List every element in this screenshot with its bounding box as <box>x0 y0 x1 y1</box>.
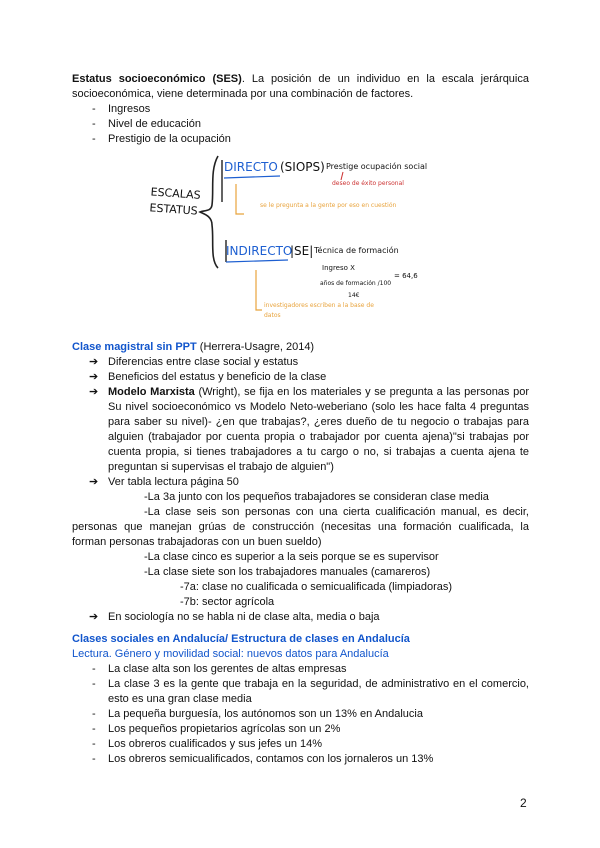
ingresos-label: Ingreso X <box>322 264 355 272</box>
list-item: Los obreros semicualificados, contamos con los jornaleros un 13% <box>108 753 434 765</box>
dash-bullet: - <box>92 738 96 750</box>
andalucia-heading: Clases sociales en Andalucía/ Estructura de clases en Andalucía <box>72 633 410 645</box>
direct-note-2: se le pregunta a la gente por eso en cuestión <box>260 202 397 209</box>
dash-bullet: - <box>92 103 96 115</box>
direct-label: DIRECTO <box>224 160 278 174</box>
list-item: Ingresos <box>108 103 151 115</box>
dash-bullet: - <box>92 118 96 130</box>
tabla-note-5: -7a: clase no cualificada o semicualificada (limpiadoras) <box>180 581 453 593</box>
direct-note-1: deseo de éxito personal <box>332 180 404 187</box>
list-item: Beneficios del estatus y beneficio de la clase <box>108 371 327 383</box>
list-item: En sociología no se habla ni de clase alta, media o baja <box>108 611 380 623</box>
tabla-note-2c: forman personas trabajadoras con un buen sueldo) <box>72 536 322 548</box>
indirect-note-2: datos <box>264 312 281 319</box>
arrow-bullet: ➔ <box>89 371 99 383</box>
list-item-continuation: esto es una gran clase media <box>108 693 252 705</box>
clase-heading-line: Clase magistral sin PPT (Herrera-Usagre, 2014) <box>72 341 315 353</box>
arrow-bullet: ➔ <box>89 386 99 398</box>
tabla-note-6: -7b: sector agrícola <box>180 596 275 608</box>
ses-term: Estatus socioeconómico (SES) <box>72 73 242 85</box>
tabla-note-2a: -La clase seis son personas con una cierta cualificación manual, es decir, <box>144 506 529 518</box>
list-item: La clase 3 es la gente que trabaja en la seguridad, de administrativo en el comercio, <box>108 678 529 690</box>
arrow-bullet: ➔ <box>89 356 99 368</box>
dash-bullet: - <box>92 723 96 735</box>
se-label: |SE| <box>290 244 314 258</box>
dash-bullet: - <box>92 753 96 765</box>
tabla-note-4: -La clase siete son los trabajadores manuales (camareros) <box>144 566 431 578</box>
marx-line-4: alguien (trabajador por cuenta propia o trabajador por cuenta ajena)"si trabajas por <box>108 431 529 443</box>
lectura-line: Lectura. Género y movilidad social: nuevos datos para Andalucía <box>72 648 389 660</box>
dash-bullet: - <box>92 678 96 690</box>
indirect-label: INDIRECTO <box>226 244 293 258</box>
intro-line-1: Estatus socioeconómico (SES). La posición de un individuo en la escala jerárquica <box>72 73 529 85</box>
arrow-bullet: ➔ <box>89 476 99 488</box>
scales-label: ESCALAS ESTATUS <box>149 185 202 218</box>
list-item: Prestigio de la ocupación <box>108 133 231 145</box>
tabla-note-3: -La clase cinco es superior a la seis porque se es supervisor <box>144 551 439 563</box>
marx-line-3: para saber su nivel)- ¿en que trabajas?, ¿eres dueño de tu negocio o trabajas para <box>108 416 529 428</box>
list-item: Diferencias entre clase social y estatus <box>108 356 299 368</box>
handwritten-sketch <box>140 150 450 330</box>
dash-bullet: - <box>92 708 96 720</box>
indirect-note-1: investigadores escriben a la base de <box>264 302 374 309</box>
list-item: La pequeña burguesía, los autónomos son un 13% en Andalucia <box>108 708 423 720</box>
list-item: Los obreros cualificados y sus jefes un 14% <box>108 738 323 750</box>
marx-term: Modelo Marxista <box>108 386 195 398</box>
equals-label: = 64,6 <box>394 272 418 280</box>
num-label: 14€ <box>348 292 360 299</box>
list-item: Los pequeños propietarios agrícolas son un 2% <box>108 723 341 735</box>
marx-line-1: Modelo Marxista (Wright), se fija en los materiales y se pregunta a las personas por <box>108 386 529 398</box>
tecnica-label: Técnica de formación <box>314 246 399 255</box>
tabla-note-1: -La 3a junto con los pequeños trabajadores se consideran clase media <box>144 491 489 503</box>
marx-line-2: Su nivel socioeconómico vs Modelo Neto-weberiano (solo les hace falta 4 preguntas <box>108 401 529 413</box>
tabla-item: Ver tabla lectura página 50 <box>108 476 239 488</box>
marx-line-5: cuenta propia, si tienes trabajadores a tu cargo o no, si trabajas a cuenta ajena te <box>108 446 529 458</box>
tabla-note-2b: personas que manejan grúas de construcción (necesitas una formación cualificada, la <box>72 521 529 533</box>
arrow-bullet: ➔ <box>89 611 99 623</box>
prestige-label: Prestige ocupación social <box>326 162 428 171</box>
dash-bullet: - <box>92 133 96 145</box>
anios-label: años de formación /100 <box>320 280 392 287</box>
list-item: La clase alta son los gerentes de altas empresas <box>108 663 347 675</box>
marx-line-6: preguntan si supervisas el trabajo de alguien") <box>108 461 334 473</box>
siops-label: (SIOPS) <box>280 160 325 174</box>
list-item: Nivel de educación <box>108 118 201 130</box>
page-number: 2 <box>520 796 527 810</box>
clase-heading: Clase magistral sin PPT <box>72 341 197 353</box>
dash-bullet: - <box>92 663 96 675</box>
intro-line-2: socioeconómica, viene determinada por una combinación de factores. <box>72 88 414 100</box>
